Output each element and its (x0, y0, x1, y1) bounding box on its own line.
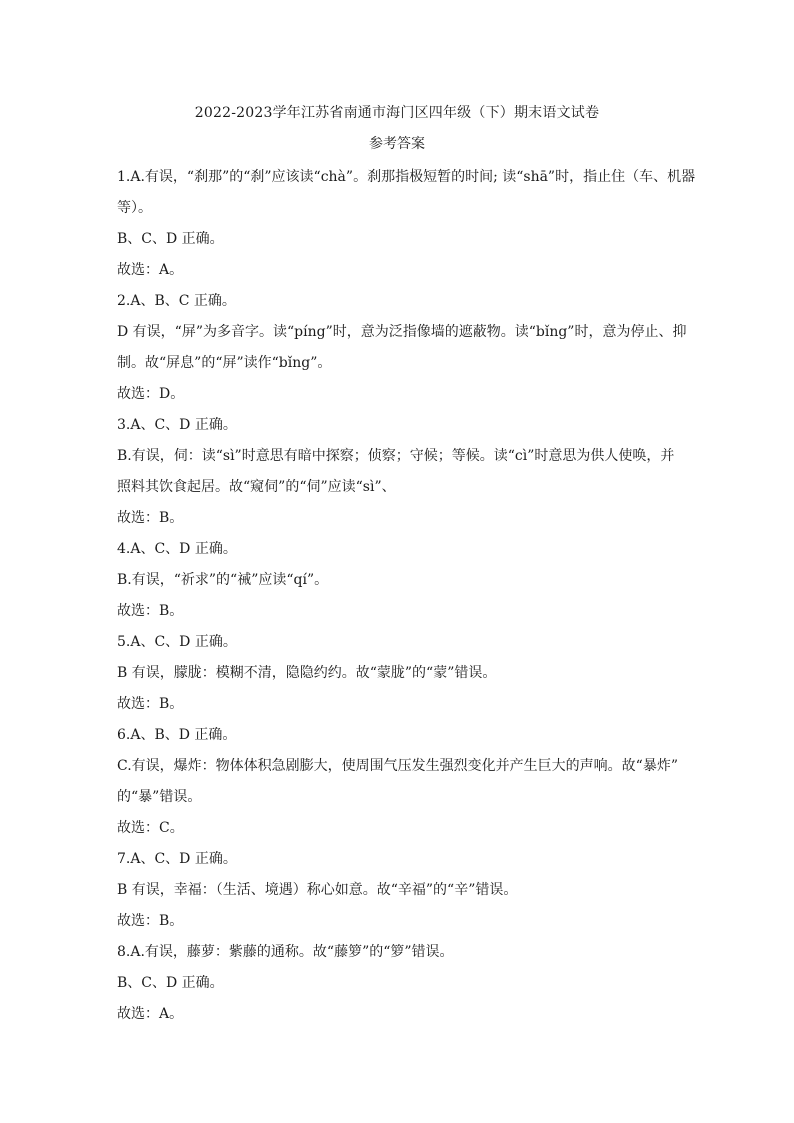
answer-line: B.有误，伺：读“sì”时意思有暗中探察；侦察；守候；等候。读“cì”时意思为供人使唤，并 (117, 448, 675, 464)
answer-line: 的“暴”错误。 (117, 789, 202, 805)
document-subtitle: 参考答案 (369, 136, 425, 152)
answer-line: B、C、D 正确。 (117, 975, 224, 991)
answer-line: 等）。 (117, 200, 152, 216)
answer-line: 2.A、B、C 正确。 (117, 293, 236, 309)
answer-line: 故选：A。 (117, 262, 184, 278)
answer-line: B.有误，“祈求”的“祴”应读“qí”。 (117, 572, 329, 588)
answer-line: 故选：C。 (117, 820, 184, 836)
answer-line: B 有误，幸福：（生活、境遇）称心如意。故“辛福”的“辛”错误。 (117, 882, 518, 898)
answer-line: 1.A.有误，“刹那”的“刹”应该读“chà”。刹那指极短暂的时间; 读“shā”时，指止住（车、机器 (117, 169, 696, 185)
answer-line: 6.A、B、D 正确。 (117, 727, 237, 743)
answer-line: 故选：B。 (117, 603, 184, 619)
answer-line: 4.A、C、D 正确。 (117, 541, 237, 557)
answer-line: B、C、D 正确。 (117, 231, 224, 247)
answer-line: C.有误，爆炸：物体体积急剧膨大，使周围气压发生强烈变化并产生巨大的声响。故“暴炸” (117, 758, 678, 774)
answer-line: B 有误，朦胧：模糊不清，隐隐约约。故“蒙胧”的“蒙”错误。 (117, 665, 497, 681)
answer-line: D 有误，“屏”为多音字。读“píng”时，意为泛指像墙的遮蔽物。读“bǐng”时，意为停止、抑 (117, 324, 687, 340)
answer-line: 故选：A。 (117, 1006, 184, 1022)
answer-line: 故选：B。 (117, 913, 184, 929)
document-title: 2022-2023学年江苏省南通市海门区四年级（下）期末语文试卷 (194, 105, 600, 121)
answer-line: 7.A、C、D 正确。 (117, 851, 237, 867)
answer-line: 照料其饮食起居。故“窥伺”的“伺”应读“sì”、 (117, 479, 396, 495)
answer-line: 3.A、C、D 正确。 (117, 417, 237, 433)
answer-line: 故选：B。 (117, 510, 184, 526)
answer-line: 8.A.有误，藤萝：紫藤的通称。故“藤箩”的“箩”错误。 (117, 944, 454, 960)
answer-line: 故选：B。 (117, 696, 184, 712)
answer-line: 5.A、C、D 正确。 (117, 634, 237, 650)
answer-body (117, 162, 696, 1030)
answer-line: 故选：D。 (117, 386, 185, 402)
answer-line: 制。故“屏息”的“屏”读作“bǐng”。 (117, 355, 332, 371)
